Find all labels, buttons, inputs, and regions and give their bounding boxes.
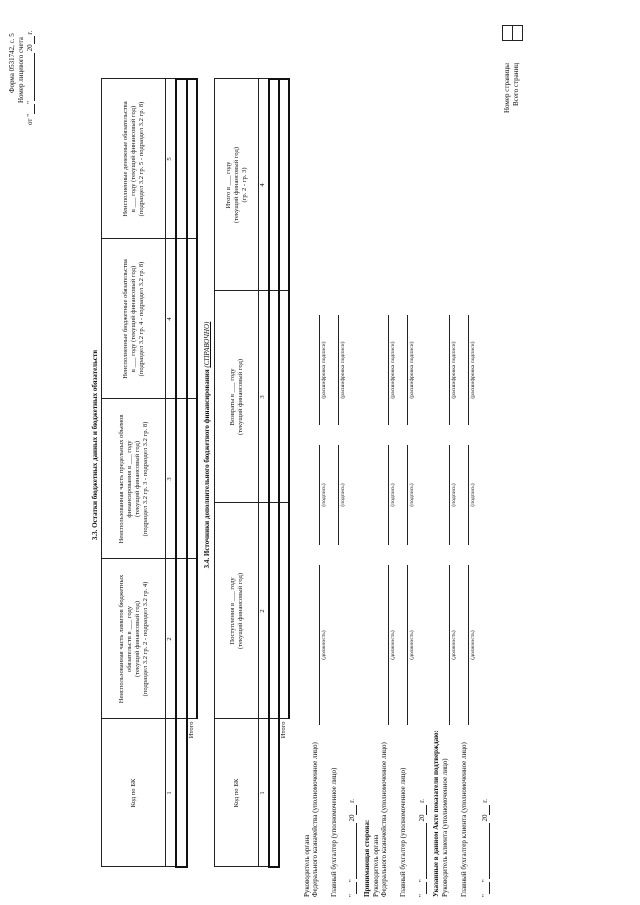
- s33-num-4: 4: [166, 239, 176, 399]
- s34-header-col4: Итого в ___ году (текущий финансовый год) (гр. 2 - гр. 3): [215, 79, 259, 291]
- s34-header-code: Код по БК: [215, 719, 259, 867]
- s33-total-col4[interactable]: [187, 239, 197, 399]
- s34-num-3: 3: [259, 291, 269, 503]
- s33-num-5: 5: [166, 79, 176, 239]
- s34-total-col3[interactable]: [279, 291, 289, 503]
- sig2-decode-line[interactable]: [338, 315, 339, 425]
- sig5-decode-caption: (расшифровка подписи): [451, 341, 457, 399]
- sig6-decode-caption: (расшифровка подписи): [470, 341, 476, 399]
- s34-total-col2[interactable]: [279, 503, 289, 719]
- s34-num-2: 2: [259, 503, 269, 719]
- sig6-position-caption: (должность): [470, 630, 476, 660]
- sig-date-1: "" 20 г.: [348, 798, 356, 897]
- sig-head-org-2: Руководитель органа: [372, 834, 380, 897]
- form-number: Форма 0531742, с. 5: [8, 33, 16, 93]
- s33-num-2: 2: [166, 559, 176, 719]
- sig-date-2: "" 20 г.: [418, 798, 426, 897]
- s33-header-col2: Неиспользованная часть лимитов бюджетных обязательств в ___ году (текущий финансовый год) (подраздел 3.2 гр. 2 - подраздел 3.2 гр. 4): [102, 559, 166, 719]
- s34-header-col3: Возвраты в ___ году (текущий финансовый год): [215, 291, 259, 503]
- sig5-position-line[interactable]: [449, 565, 450, 725]
- sig4-sign-line[interactable]: [407, 445, 408, 545]
- s34-num-1: 1: [259, 719, 269, 867]
- s34-data-code[interactable]: [269, 719, 279, 867]
- page-number-label: Номер страницы: [503, 62, 511, 113]
- pages-total-label: Всего страниц: [512, 62, 520, 106]
- sig3-decode-caption: (расшифровка подписи): [390, 341, 396, 399]
- sig4-decode-caption: (расшифровка подписи): [409, 341, 415, 399]
- sig3-decode-line[interactable]: [388, 315, 389, 425]
- sig-client-head: Руководитель клиента (уполномоченное лицо): [441, 758, 449, 897]
- sig-client-accountant: Главный бухгалтер клиента (уполномоченное лицо): [460, 742, 468, 897]
- sig-date-3: "" 20 г.: [481, 798, 489, 897]
- section-3-4-title: 3.4. Источники дополнительного бюджетного финансирования (СПРАВОЧНО): [203, 321, 211, 569]
- s33-data-col4[interactable]: [176, 239, 187, 399]
- sig-head-treasury-2: Федерального казначейства (уполномоченное лицо): [380, 742, 388, 897]
- sig3-position-caption: (должность): [390, 630, 396, 660]
- s33-header-col5: Неисполненные денежные обязательства в ___ году (текущий финансовый год) (подраздел 3.2 гр. 5 - подраздел 3.2 гр. 8): [102, 79, 166, 239]
- pages-total-box[interactable]: [512, 25, 523, 41]
- s34-data-col2[interactable]: [269, 503, 279, 719]
- sig-head-org: Руководитель органа: [303, 834, 311, 897]
- s33-header-code: Код по БК: [102, 719, 166, 867]
- sig5-position-caption: (должность): [451, 630, 457, 660]
- s33-total-label: Итого: [188, 721, 195, 739]
- sig-accepted: Принимающая сторона:: [363, 819, 371, 897]
- sig-chief-accountant: Главный бухгалтер (уполномоченное лицо): [330, 767, 338, 897]
- s34-total-label: Итого: [280, 721, 287, 739]
- sig3-sign-line[interactable]: [388, 445, 389, 545]
- header-date: от "" 20 г.: [26, 30, 34, 125]
- sig-chief-accountant-2: Главный бухгалтер (уполномоченное лицо): [399, 767, 407, 897]
- s34-num-4: 4: [259, 79, 269, 291]
- sig4-position-line[interactable]: [407, 565, 408, 725]
- section-3-3-table: [101, 78, 198, 868]
- s33-data-col5[interactable]: [176, 79, 187, 239]
- s34-header-col2: Поступления в ___ году (текущий финансовый год): [215, 503, 259, 719]
- sig5-sign-caption: (подпись): [451, 483, 457, 507]
- sig4-decode-line[interactable]: [407, 315, 408, 425]
- s33-data-col3[interactable]: [176, 399, 187, 559]
- account-number-label: Номер лицевого счета: [17, 37, 25, 103]
- sig2-sign-line[interactable]: [338, 445, 339, 545]
- section-3-3-title: 3.3. Остатки бюджетных данных и бюджетных обязательств: [91, 349, 99, 541]
- s33-total-col5[interactable]: [187, 79, 197, 239]
- sig6-position-line[interactable]: [468, 565, 469, 725]
- s33-num-1: 1: [166, 719, 176, 867]
- sig6-sign-line[interactable]: [468, 445, 469, 545]
- s34-data-col4[interactable]: [269, 79, 279, 291]
- sig4-sign-caption: (подпись): [409, 483, 415, 507]
- sig1-decode-line[interactable]: [319, 315, 320, 425]
- s34-data-col3[interactable]: [269, 291, 279, 503]
- sig-confirmed: Указанные в данном Акте показатели подтверждаю:: [432, 730, 440, 897]
- s33-data-code[interactable]: [176, 719, 187, 867]
- sig2-decode-caption: (расшифровка подписи): [340, 341, 346, 399]
- s34-total-col4[interactable]: [279, 79, 289, 291]
- sig6-sign-caption: (подпись): [470, 483, 476, 507]
- s33-total-col2[interactable]: [187, 559, 197, 719]
- sig1-position-caption: (должность): [321, 630, 327, 660]
- s33-data-col2[interactable]: [176, 559, 187, 719]
- sig1-sign-caption: (подпись): [321, 483, 327, 507]
- sig4-position-caption: (должность): [409, 630, 415, 660]
- sig3-sign-caption: (подпись): [390, 483, 396, 507]
- section-3-4-table: [214, 78, 290, 868]
- s33-num-3: 3: [166, 399, 176, 559]
- sig1-sign-line[interactable]: [319, 445, 320, 545]
- sig2-sign-caption: (подпись): [340, 483, 346, 507]
- sig-head-treasury: Федерального казначейства (уполномоченное лицо): [311, 742, 319, 897]
- sig1-position-line[interactable]: [319, 565, 320, 725]
- sig5-sign-line[interactable]: [449, 445, 450, 545]
- sig1-decode-caption: (расшифровка подписи): [321, 341, 327, 399]
- s33-total-col3[interactable]: [187, 399, 197, 559]
- sig6-decode-line[interactable]: [468, 315, 469, 425]
- sig5-decode-line[interactable]: [449, 315, 450, 425]
- sig3-position-line[interactable]: [388, 565, 389, 725]
- s33-header-col3: Неиспользованная часть предельных объемов финансирования в ___ году (текущий финансовый год) (подраздел 3.2 гр. 3 - подраздел 3.2 гр. 8): [102, 399, 166, 559]
- s33-header-col4: Неисполненные бюджетные обязательства в ___ году (текущий финансовый год) (подраздел 3.2 гр. 4 - подраздел 3.2 гр. 8): [102, 239, 166, 399]
